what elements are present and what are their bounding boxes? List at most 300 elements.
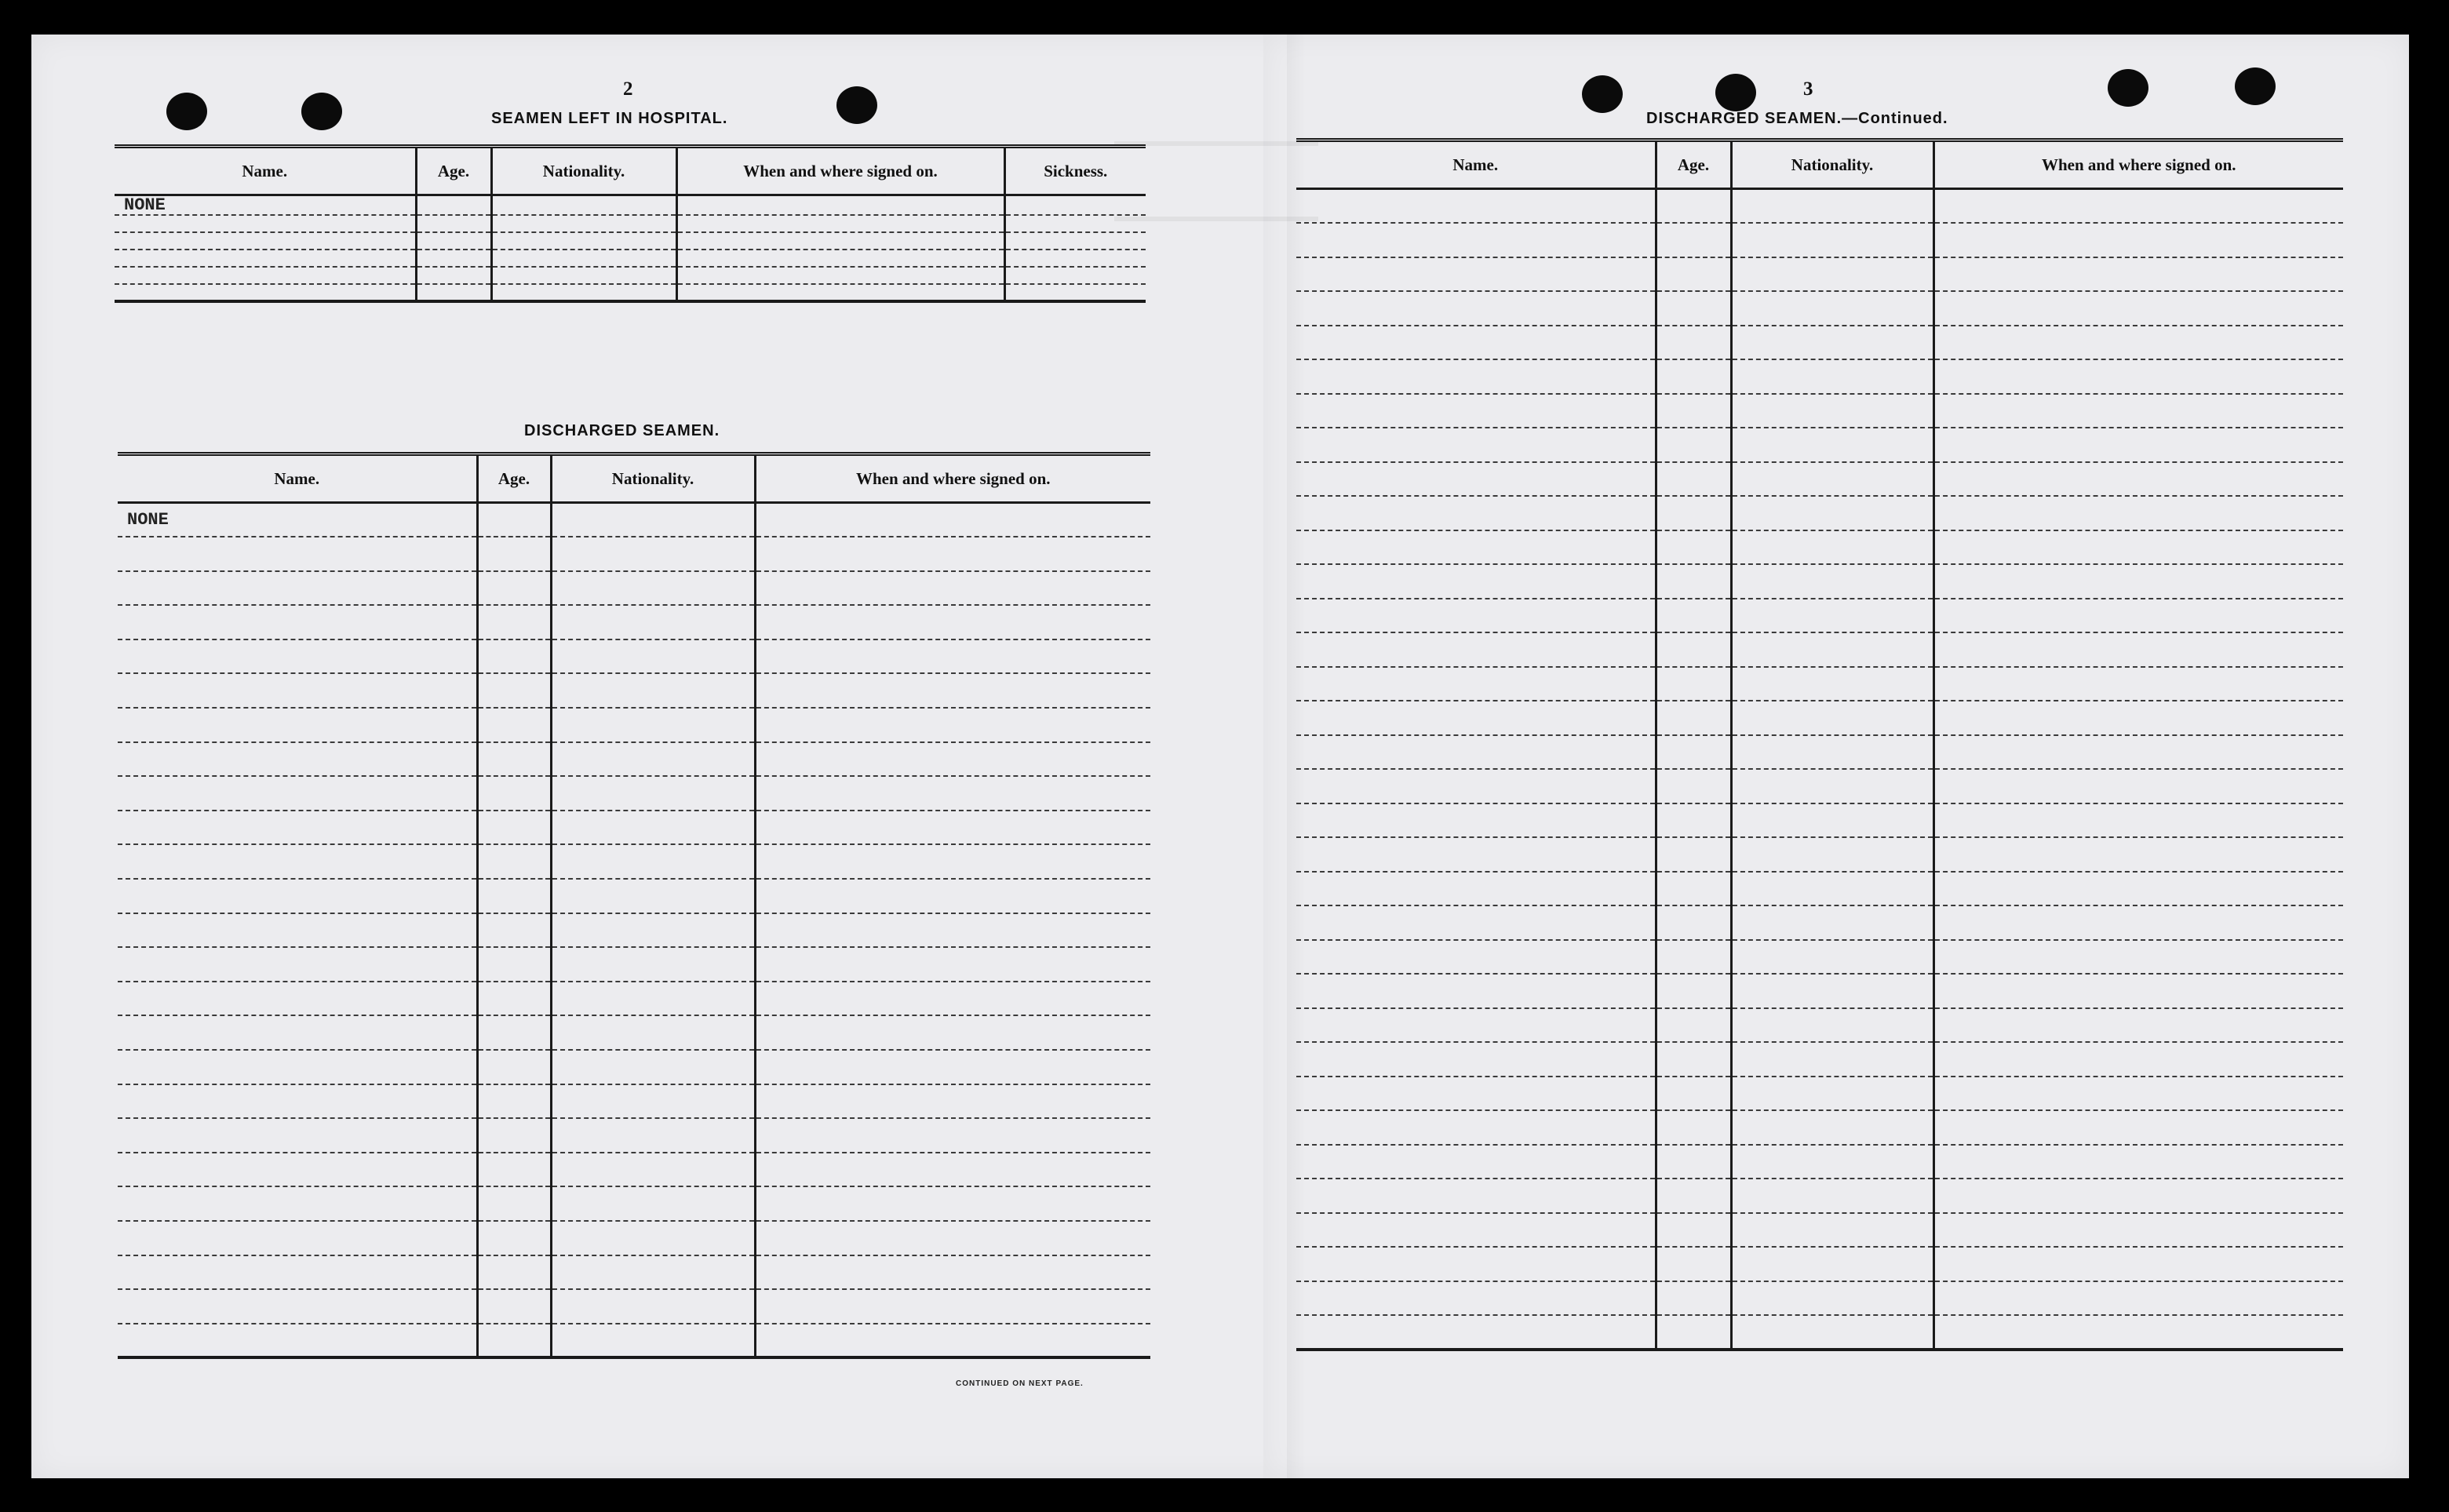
table-cell [118, 1015, 477, 1050]
table-row [115, 267, 1146, 284]
table-cell [551, 605, 755, 639]
table-cell [1296, 564, 1656, 599]
table-cell [551, 639, 755, 674]
table-cell [477, 776, 551, 811]
table-cell [118, 571, 477, 606]
table-cell [1933, 632, 2343, 667]
table-cell [1933, 394, 2343, 428]
table-cell [755, 1255, 1150, 1290]
table-row [115, 284, 1146, 301]
table-cell [551, 1186, 755, 1221]
table-cell [1296, 394, 1656, 428]
table-cell [1933, 667, 2343, 701]
table-row [118, 879, 1150, 913]
name-entry: NONE [124, 195, 166, 215]
page-number: 3 [1803, 78, 1813, 100]
table-cell [1933, 257, 2343, 292]
column-header-sickness: Sickness. [1004, 147, 1146, 195]
table-cell [755, 1015, 1150, 1050]
column-header-age: Age. [416, 147, 491, 195]
table-cell [1933, 837, 2343, 872]
table-cell [1656, 1247, 1731, 1281]
table-cell [1004, 250, 1146, 267]
table-cell [1656, 189, 1731, 224]
table-cell [551, 1153, 755, 1187]
table-row [1296, 257, 2343, 292]
table-row [118, 571, 1150, 606]
table-cell [1656, 1315, 1731, 1350]
column-header-signed-on: When and where signed on. [676, 147, 1004, 195]
table-row [1296, 837, 2343, 872]
table-cell [1296, 1042, 1656, 1077]
table-cell [1656, 1110, 1731, 1145]
table-cell [1933, 803, 2343, 838]
table-row [118, 811, 1150, 845]
table-cell [115, 284, 416, 301]
table-cell [755, 1050, 1150, 1084]
table-cell [118, 742, 477, 777]
table-cell [1296, 735, 1656, 770]
table-cell [477, 1289, 551, 1324]
table-cell [416, 284, 491, 301]
table-cell [755, 537, 1150, 571]
table-cell [491, 195, 676, 216]
table-cell [1731, 223, 1933, 257]
table-cell [1933, 1315, 2343, 1350]
table-cell [1656, 496, 1731, 530]
table-row [1296, 359, 2343, 394]
table-cell [755, 1289, 1150, 1324]
table-cell [1296, 701, 1656, 735]
table-cell [1656, 326, 1731, 360]
table-cell [1731, 291, 1933, 326]
table-cell [1731, 189, 1933, 224]
table-cell [1004, 195, 1146, 216]
table-cell [1656, 1179, 1731, 1213]
table-cell [1004, 232, 1146, 250]
discharged-table [118, 452, 1150, 1359]
table-row [1296, 530, 2343, 565]
table-cell [1731, 940, 1933, 975]
table-cell [1731, 769, 1933, 803]
table-cell [1731, 1008, 1933, 1043]
table-cell [1656, 359, 1731, 394]
table-row [118, 947, 1150, 982]
punch-hole [1715, 74, 1756, 111]
table-cell [1731, 1110, 1933, 1145]
table-cell [551, 913, 755, 948]
table-cell [676, 215, 1004, 232]
punch-hole [836, 86, 877, 124]
table-row [118, 982, 1150, 1016]
table-cell [1731, 257, 1933, 292]
table-cell [1933, 769, 2343, 803]
table-cell [1004, 267, 1146, 284]
table-cell [477, 1153, 551, 1187]
table-cell [1656, 530, 1731, 565]
table-cell [1731, 1179, 1933, 1213]
table-cell [118, 1084, 477, 1119]
table-row [118, 1015, 1150, 1050]
table-row [115, 195, 1146, 216]
table-cell [1656, 940, 1731, 975]
table-row [118, 1289, 1150, 1324]
column-header-signed-on: When and where signed on. [755, 454, 1150, 503]
table-row [1296, 1281, 2343, 1316]
discharged-continued-table [1296, 138, 2343, 1351]
table-cell [1656, 735, 1731, 770]
table-cell [551, 1015, 755, 1050]
table-cell [1731, 803, 1933, 838]
table-cell [1731, 872, 1933, 906]
table-cell [1731, 564, 1933, 599]
table-cell [477, 537, 551, 571]
table-cell [755, 673, 1150, 708]
table-cell [1296, 462, 1656, 497]
table-cell [1933, 496, 2343, 530]
table-row [1296, 872, 2343, 906]
table-cell [755, 913, 1150, 948]
table-cell [1731, 735, 1933, 770]
table-cell [1296, 632, 1656, 667]
table-row [1296, 428, 2343, 462]
table-row [118, 1186, 1150, 1221]
table-cell [477, 742, 551, 777]
table-cell [477, 1050, 551, 1084]
table-row [115, 250, 1146, 267]
table-cell [477, 503, 551, 537]
table-row [118, 1255, 1150, 1290]
table-cell [1933, 359, 2343, 394]
table-cell [1656, 394, 1731, 428]
table-cell [1296, 769, 1656, 803]
table-cell [1656, 1213, 1731, 1248]
table-row [1296, 632, 2343, 667]
table-cell [491, 284, 676, 301]
table-row [1296, 667, 2343, 701]
table-cell [1296, 496, 1656, 530]
table-cell [1731, 394, 1933, 428]
table-cell [551, 947, 755, 982]
table-cell [1656, 837, 1731, 872]
table-cell [1004, 284, 1146, 301]
table-cell [1731, 599, 1933, 633]
table-cell [755, 1084, 1150, 1119]
table-cell [1731, 1042, 1933, 1077]
table-cell [491, 215, 676, 232]
column-header-age: Age. [477, 454, 551, 503]
table-cell [1656, 428, 1731, 462]
table-cell [1656, 291, 1731, 326]
table-cell [1933, 1077, 2343, 1111]
table-cell [1656, 905, 1731, 940]
table-row [1296, 735, 2343, 770]
table-cell [477, 1015, 551, 1050]
table-cell [477, 811, 551, 845]
table-cell [1656, 769, 1731, 803]
table-cell [551, 811, 755, 845]
table-row [115, 215, 1146, 232]
table-cell [477, 605, 551, 639]
column-header-name: Name. [1296, 140, 1656, 189]
table-cell [1656, 701, 1731, 735]
table-cell [1731, 496, 1933, 530]
table-cell [755, 1324, 1150, 1358]
column-header-name: Name. [115, 147, 416, 195]
table-cell [1296, 1315, 1656, 1350]
table-row [1296, 769, 2343, 803]
table-cell [118, 982, 477, 1016]
table-cell [115, 215, 416, 232]
table-cell [118, 1050, 477, 1084]
table-cell [491, 250, 676, 267]
table-row [118, 639, 1150, 674]
table-cell [551, 571, 755, 606]
table-row [118, 844, 1150, 879]
hospital-table [115, 144, 1146, 303]
table-cell [551, 844, 755, 879]
table-cell [1731, 974, 1933, 1008]
table-cell [118, 1289, 477, 1324]
table-cell [477, 673, 551, 708]
table-cell [115, 232, 416, 250]
table-cell [755, 947, 1150, 982]
table-cell [1731, 428, 1933, 462]
table-row [118, 1118, 1150, 1153]
table-cell [416, 215, 491, 232]
table-row [1296, 974, 2343, 1008]
table-row [1296, 701, 2343, 735]
table-row [1296, 1213, 2343, 1248]
table-cell [755, 503, 1150, 537]
table-cell [1933, 1179, 2343, 1213]
table-cell [115, 195, 416, 216]
table-cell [118, 776, 477, 811]
table-row [118, 503, 1150, 537]
table-cell [1731, 1315, 1933, 1350]
section-title-discharged-continued: DISCHARGED SEAMEN.—Continued. [1646, 110, 1948, 127]
table-cell [755, 879, 1150, 913]
table-cell [1933, 462, 2343, 497]
table-cell [551, 1255, 755, 1290]
table-row [1296, 462, 2343, 497]
table-cell [477, 879, 551, 913]
table-row [1296, 599, 2343, 633]
table-row [118, 708, 1150, 742]
table-cell [755, 776, 1150, 811]
table-cell [1296, 667, 1656, 701]
table-cell [1933, 326, 2343, 360]
table-cell [477, 1255, 551, 1290]
table-row [1296, 326, 2343, 360]
table-row [118, 776, 1150, 811]
table-cell [1296, 1077, 1656, 1111]
table-cell [676, 195, 1004, 216]
table-cell [551, 1084, 755, 1119]
table-cell [1296, 291, 1656, 326]
table-cell [551, 1050, 755, 1084]
table-cell [118, 844, 477, 879]
table-cell [755, 982, 1150, 1016]
table-cell [477, 1324, 551, 1358]
table-cell [1656, 1281, 1731, 1316]
table-cell [1296, 837, 1656, 872]
table-cell [1933, 1247, 2343, 1281]
table-cell [1296, 530, 1656, 565]
table-cell [477, 639, 551, 674]
table-cell [551, 1118, 755, 1153]
column-header-signed-on: When and where signed on. [1933, 140, 2343, 189]
table-row [1296, 1247, 2343, 1281]
table-cell [551, 503, 755, 537]
table-cell [1933, 974, 2343, 1008]
table-cell [1656, 462, 1731, 497]
table-cell [551, 537, 755, 571]
table-cell [1656, 1042, 1731, 1077]
table-cell [118, 673, 477, 708]
table-cell [1731, 701, 1933, 735]
table-cell [1933, 905, 2343, 940]
table-row [1296, 564, 2343, 599]
table-cell [1731, 462, 1933, 497]
table-row [118, 1050, 1150, 1084]
table-cell [1004, 215, 1146, 232]
table-cell [1296, 257, 1656, 292]
table-cell [1731, 326, 1933, 360]
table-cell [1656, 1077, 1731, 1111]
table-cell [1296, 189, 1656, 224]
table-cell [115, 250, 416, 267]
table-cell [1933, 701, 2343, 735]
table-cell [477, 1186, 551, 1221]
table-cell [1731, 837, 1933, 872]
table-cell [491, 267, 676, 284]
table-cell [755, 1118, 1150, 1153]
table-cell [477, 982, 551, 1016]
table-cell [551, 1324, 755, 1358]
table-cell [755, 811, 1150, 845]
table-cell [1933, 1042, 2343, 1077]
table-cell [118, 639, 477, 674]
table-cell [551, 742, 755, 777]
table-cell [755, 1153, 1150, 1187]
table-cell [416, 250, 491, 267]
table-cell [1296, 940, 1656, 975]
table-cell [755, 708, 1150, 742]
table-cell [477, 1118, 551, 1153]
table-cell [551, 673, 755, 708]
table-cell [118, 537, 477, 571]
table-row [1296, 1110, 2343, 1145]
table-cell [118, 1186, 477, 1221]
column-header-nationality: Nationality. [491, 147, 676, 195]
table-row [1296, 291, 2343, 326]
table-cell [477, 1084, 551, 1119]
punch-hole [301, 93, 342, 130]
table-cell [1296, 803, 1656, 838]
table-cell [118, 605, 477, 639]
table-cell [1296, 1281, 1656, 1316]
table-cell [118, 1324, 477, 1358]
column-header-age: Age. [1656, 140, 1731, 189]
table-cell [1296, 1247, 1656, 1281]
column-header-nationality: Nationality. [1731, 140, 1933, 189]
table-cell [1933, 735, 2343, 770]
table-row [118, 605, 1150, 639]
table-cell [118, 947, 477, 982]
table-cell [1933, 599, 2343, 633]
table-cell [755, 1221, 1150, 1255]
table-cell [1296, 1008, 1656, 1043]
table-cell [1933, 1110, 2343, 1145]
table-cell [1296, 428, 1656, 462]
table-cell [1296, 599, 1656, 633]
table-cell [551, 1221, 755, 1255]
table-cell [1656, 803, 1731, 838]
page-number: 2 [623, 78, 633, 100]
table-row [1296, 496, 2343, 530]
table-row [1296, 189, 2343, 224]
table-cell [1731, 359, 1933, 394]
table-cell [551, 982, 755, 1016]
table-cell [118, 1255, 477, 1290]
table-row [118, 1324, 1150, 1358]
table-cell [416, 267, 491, 284]
punch-hole [2235, 67, 2276, 105]
table-cell [1933, 1145, 2343, 1179]
table-row [1296, 1008, 2343, 1043]
table-cell [676, 267, 1004, 284]
table-cell [1656, 564, 1731, 599]
table-cell [1296, 974, 1656, 1008]
table-row [1296, 940, 2343, 975]
table-row [1296, 803, 2343, 838]
table-row [1296, 1145, 2343, 1179]
section-title-hospital: SEAMEN LEFT IN HOSPITAL. [491, 110, 728, 127]
table-cell [551, 708, 755, 742]
table-cell [118, 879, 477, 913]
table-row [1296, 1042, 2343, 1077]
table-cell [755, 605, 1150, 639]
table-cell [755, 571, 1150, 606]
table-cell [755, 1186, 1150, 1221]
table-cell [1656, 974, 1731, 1008]
table-cell [1656, 223, 1731, 257]
table-cell [1296, 1213, 1656, 1248]
table-cell [1731, 1247, 1933, 1281]
table-cell [1933, 530, 2343, 565]
table-cell [551, 1289, 755, 1324]
table-cell [1933, 1213, 2343, 1248]
table-cell [1656, 1145, 1731, 1179]
table-cell [1296, 905, 1656, 940]
column-header-name: Name. [118, 454, 477, 503]
table-row [118, 1153, 1150, 1187]
table-row [1296, 1077, 2343, 1111]
table-row [118, 913, 1150, 948]
table-cell [1731, 1281, 1933, 1316]
table-cell [118, 811, 477, 845]
table-cell [1656, 1008, 1731, 1043]
table-cell [1933, 872, 2343, 906]
table-cell [1656, 872, 1731, 906]
table-cell [551, 776, 755, 811]
table-cell [115, 267, 416, 284]
table-cell [477, 571, 551, 606]
table-cell [1296, 359, 1656, 394]
table-cell [1933, 428, 2343, 462]
table-row [118, 537, 1150, 571]
